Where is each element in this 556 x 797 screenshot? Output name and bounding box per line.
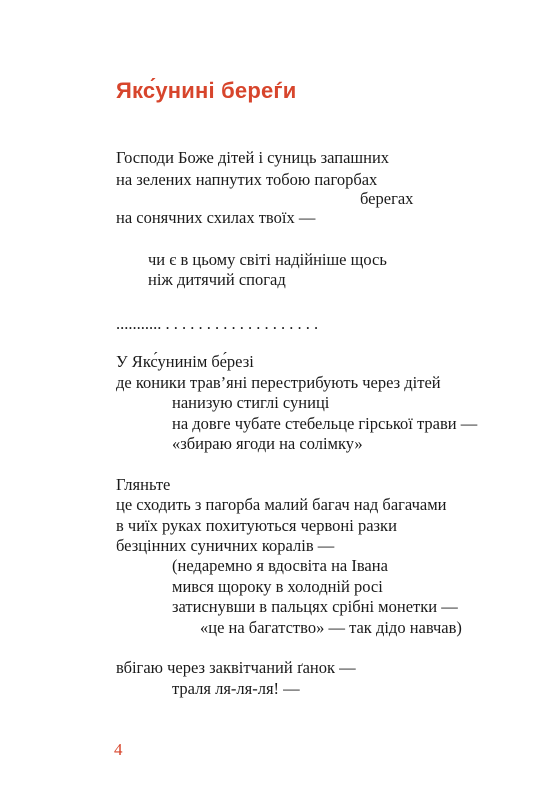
poem-line: нанизую стиглі суниці (172, 393, 330, 412)
poem-line: в чиїх руках похитуються червоні разки (116, 516, 397, 535)
poem-line: (недаремно я вдосвіта на Івана (172, 556, 388, 575)
poem-line: берегах (360, 189, 414, 208)
poem-line: затиснувши в пальцях срібні монетки — (172, 597, 458, 616)
poem-line: це сходить з пагорба малий багач над багачами (116, 495, 447, 514)
poem-line: чи є в цьому світі надійніше щось (148, 250, 387, 269)
poem-line: Господи Боже дітей і суниць запашних (116, 148, 390, 167)
poem-line: на зелених напнутих тобою пагорбах (116, 170, 378, 189)
poem-line: вбігаю через заквітчаний ґанок — (116, 658, 356, 677)
poem-line: «це на багатство» — так дідо навчав) (200, 618, 462, 637)
poem-line: ніж дитячий спогад (148, 270, 286, 289)
poem-line: безцінних суничних коралів — (116, 536, 335, 555)
ellipsis-line: ........... . . . . . . . . . . . . . . . . . . . (116, 314, 319, 333)
poem-title: Якс́унині береѓи (116, 78, 297, 103)
poem-line: мився щороку в холодній росі (172, 577, 383, 596)
poem-line: «збираю ягоди на солімку» (172, 434, 363, 453)
poem-line: У Якс́унинім бе́резі (116, 352, 254, 371)
poem-line: на сонячних схилах твоїх — (116, 208, 316, 227)
page-number: 4 (114, 740, 123, 759)
poem-line: Гляньте (116, 475, 171, 494)
poem-line: траля ля-ля-ля! — (172, 679, 300, 698)
poem-line: на довге чубате стебельце гірської трави — (172, 414, 478, 433)
poem-line: де коники трав’яні перестрибують через дітей (116, 373, 441, 392)
